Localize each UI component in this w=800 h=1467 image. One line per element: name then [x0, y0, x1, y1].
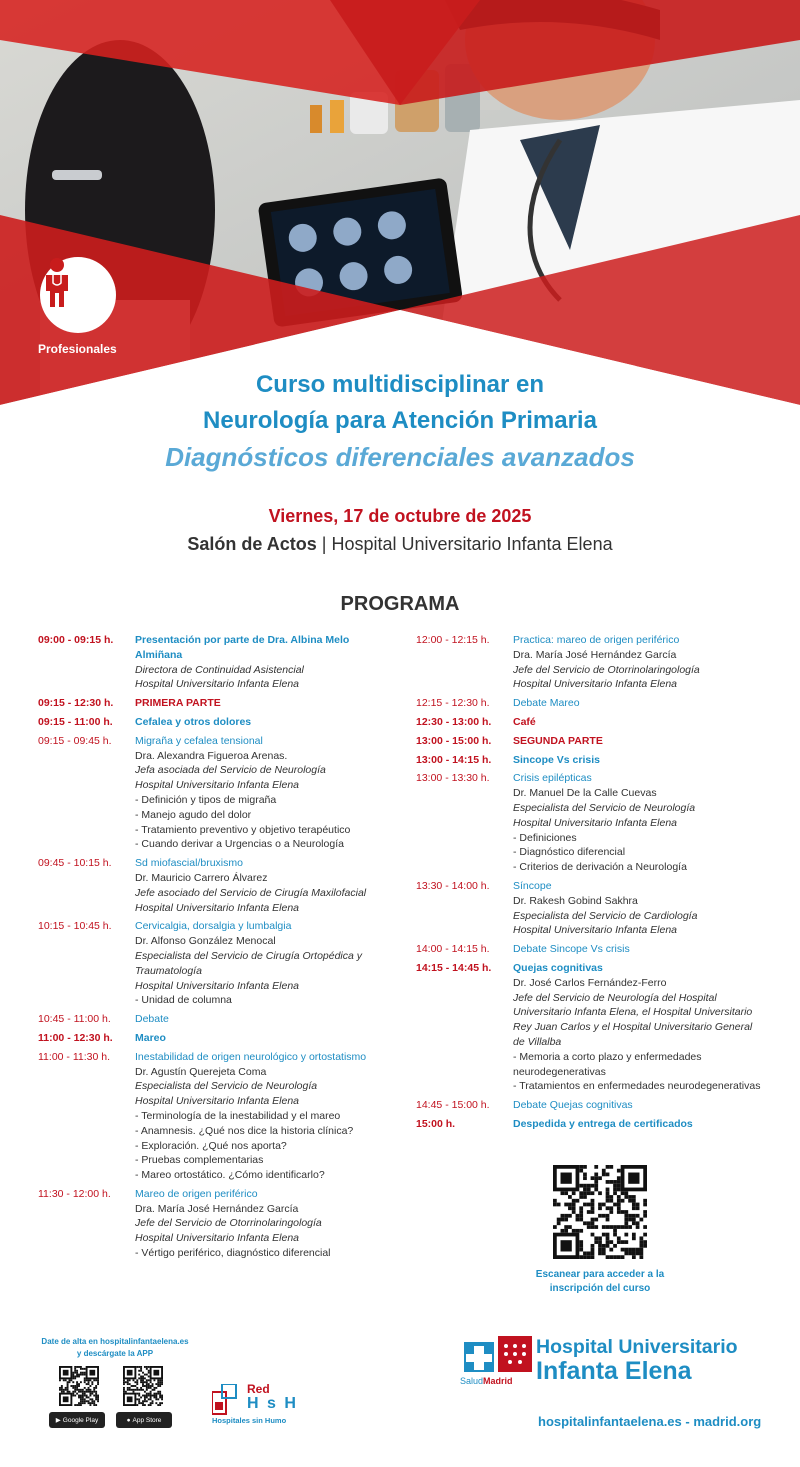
entry-time: 09:15 - 11:00 h. — [38, 715, 113, 728]
program-entry — [416, 715, 766, 730]
entry-time: 11:30 - 12:00 h. — [38, 1187, 111, 1200]
entry-detail: Jefe del Servicio de Otorrinolaringología — [513, 663, 700, 676]
entry-time: 10:15 - 10:45 h. — [38, 920, 112, 933]
entry-time: 11:00 - 12:30 h. — [38, 1031, 113, 1044]
entry-detail: Dra. Alexandra Figueroa Arenas. — [135, 749, 288, 762]
program-entry — [416, 942, 766, 957]
badge-label: Profesionales — [38, 342, 117, 356]
entry-time: 09:15 - 09:45 h. — [38, 734, 112, 747]
entry-detail: Jefe asociado del Servicio de Cirugía Maxilofacial — [135, 886, 367, 899]
entry-time: 13:30 - 14:00 h. — [416, 879, 490, 892]
entry-content — [513, 753, 766, 768]
entry-detail: - Tratamientos en enfermedades neurodegenerativas — [513, 1080, 761, 1093]
hsh-emblem — [212, 1384, 244, 1416]
entry-detail: - Definición y tipos de migraña — [135, 793, 277, 806]
program-entry — [416, 734, 766, 749]
programa-heading: PROGRAMA — [340, 593, 460, 615]
entry-content — [135, 1050, 388, 1183]
entry-content — [513, 715, 766, 730]
program-entry — [38, 1050, 388, 1183]
entry-detail: Directora de Continuidad Asistencial — [135, 663, 304, 676]
entry-detail: Dr. José Carlos Fernández-Ferro — [513, 976, 667, 989]
program-entry — [38, 734, 388, 852]
program-entry — [38, 1012, 388, 1027]
entry-time: 09:00 - 09:15 h. — [38, 634, 114, 646]
entry-topic: Crisis epilépticas — [513, 772, 592, 785]
program-entry — [38, 715, 388, 730]
event-date: Viernes, 17 de octubre de 2025 — [268, 506, 532, 526]
entry-topic: Despedida y entrega de certificados — [513, 1117, 693, 1130]
entry-detail: - Definiciones — [513, 831, 577, 844]
entry-detail: - Tratamiento preventivo y objetivo terapéutico — [135, 823, 351, 836]
entry-topic: Cefalea y otros dolores — [135, 715, 252, 728]
entry-topic: Cervicalgia, dorsalgia y lumbalgia — [135, 920, 292, 933]
app-promo-text — [30, 1336, 200, 1360]
entry-detail: - Cuando derivar a Urgencias o a Neurología — [135, 838, 344, 851]
entry-topic: Mareo de origen periférico — [135, 1187, 258, 1200]
entry-detail: - Anamnesis. ¿Qué nos dice la historia clínica? — [135, 1124, 354, 1137]
program-entry — [416, 771, 766, 875]
entry-content — [135, 1031, 388, 1046]
program-entry — [38, 919, 388, 1008]
entry-detail: Jefa asociada del Servicio de Neurología — [135, 764, 326, 777]
program-entry — [416, 753, 766, 768]
entry-detail: Dr. Manuel De la Calle Cuevas — [513, 787, 657, 800]
entry-detail: - Manejo agudo del dolor — [135, 808, 252, 821]
hsh-label: H s H — [247, 1395, 298, 1412]
website-link[interactable]: hospitalinfantaelena.es - madrid.org — [538, 1414, 762, 1429]
madrid-part: Madrid — [483, 1376, 513, 1386]
professional-badge — [40, 257, 116, 333]
entry-detail: Dra. María José Hernández García — [135, 1202, 299, 1215]
entry-detail: Hospital Universitario Infanta Elena — [135, 678, 300, 691]
entry-detail: Hospital Universitario Infanta Elena — [135, 779, 300, 792]
entry-detail: - Diagnóstico diferencial — [513, 846, 626, 859]
red-label: Red — [247, 1382, 270, 1396]
app-promo-line1: Date de alta en hospitalinfantaelena.es — [41, 1337, 189, 1346]
hero-banner — [0, 0, 800, 405]
app-store-label: App Store — [132, 1416, 162, 1424]
entry-time: 13:00 - 13:30 h. — [416, 772, 490, 785]
entry-detail: - Criterios de derivación a Neurología — [513, 861, 687, 874]
entry-topic: Mareo — [135, 1031, 166, 1044]
program-entry — [38, 696, 388, 711]
entry-time: 13:00 - 15:00 h. — [416, 734, 492, 747]
hospitales-sin-humo: Hospitales sin Humo — [212, 1416, 287, 1425]
program-entry — [416, 879, 766, 938]
entry-content — [135, 734, 388, 852]
hospital-name-line2: Infanta Elena — [536, 1357, 692, 1385]
entry-detail: Hospital Universitario Infanta Elena — [513, 924, 678, 937]
hero-illustration — [0, 0, 800, 405]
program-entry — [38, 1031, 388, 1046]
entry-detail: Dr. Rakesh Gobind Sakhra — [513, 894, 638, 907]
entry-content — [135, 1012, 388, 1027]
venue-hospital: | Hospital Universitario Infanta Elena — [316, 534, 613, 554]
entry-topic: Síncope — [513, 879, 552, 892]
program-column-right — [416, 633, 766, 1136]
entry-detail: - Unidad de columna — [135, 994, 232, 1007]
salud-madrid-label — [460, 1376, 513, 1386]
entry-content — [135, 919, 388, 1008]
entry-topic: Sd miofascial/bruxismo — [135, 857, 243, 870]
entry-detail: Hospital Universitario Infanta Elena — [513, 816, 678, 829]
program-entry — [38, 856, 388, 915]
entry-topic: Inestabilidad de origen neurológico y ortostatismo — [135, 1050, 367, 1063]
apple-icon: ● — [126, 1416, 131, 1424]
entry-detail: - Memoria a corto plazo y enfermedades neurodegenerativas — [513, 1050, 702, 1078]
entry-detail: - Pruebas complementarias — [135, 1154, 264, 1167]
entry-time: 12:30 - 13:00 h. — [416, 715, 492, 728]
entry-detail: - Terminología de la inestabilidad y el mareo — [135, 1109, 341, 1122]
app-store-qr-code[interactable] — [123, 1366, 163, 1406]
program-column-left — [38, 633, 388, 1265]
registration-qr-code[interactable] — [553, 1165, 647, 1259]
entry-detail: Hospital Universitario Infanta Elena — [135, 979, 300, 992]
entry-detail: Dr. Mauricio Carrero Álvarez — [135, 871, 268, 884]
google-play-badge[interactable] — [49, 1412, 105, 1428]
entry-detail: Hospital Universitario Infanta Elena — [135, 1232, 300, 1245]
entry-content — [513, 942, 766, 957]
entry-detail: Especialista del Servicio de Neurología — [513, 801, 696, 814]
entry-detail: Jefe del Servicio de Otorrinolaringología — [135, 1217, 322, 1230]
google-play-qr-code[interactable] — [59, 1366, 99, 1406]
entry-detail: - Mareo ortostático. ¿Cómo identificarlo? — [135, 1169, 325, 1182]
entry-content — [135, 856, 388, 915]
program-entry — [416, 961, 766, 1094]
red-hsh-logo — [212, 1382, 322, 1430]
app-store-badge[interactable] — [116, 1412, 172, 1428]
course-subtitle: Diagnósticos diferenciales avanzados — [165, 442, 635, 472]
entry-time: 14:45 - 15:00 h. — [416, 1099, 490, 1112]
entry-detail: Dr. Agustín Querejeta Coma — [135, 1065, 267, 1078]
entry-time: 12:15 - 12:30 h. — [416, 697, 490, 710]
entry-time: 15:00 h. — [416, 1117, 456, 1130]
program-entry — [416, 1098, 766, 1113]
program-entry — [38, 1187, 388, 1261]
entry-time: 09:45 - 10:15 h. — [38, 857, 112, 870]
entry-time: 09:15 - 12:30 h. — [38, 697, 114, 710]
entry-detail: Hospital Universitario Infanta Elena — [135, 901, 300, 914]
entry-topic: Debate Mareo — [513, 697, 580, 710]
entry-content — [135, 715, 388, 730]
entry-topic: Debate Sincope Vs crisis — [513, 943, 630, 956]
entry-detail: - Exploración. ¿Qué nos aporta? — [135, 1139, 287, 1152]
entry-content — [513, 1117, 766, 1132]
entry-topic: Debate Quejas cognitivas — [513, 1099, 633, 1112]
app-promo-line2: y descárgate la APP — [76, 1349, 154, 1358]
entry-topic: Debate — [135, 1013, 169, 1026]
hospital-name-line1: Hospital Universitario — [536, 1336, 738, 1358]
entry-detail: Especialista del Servicio de Cirugía Ortopédica y Traumatología — [135, 949, 363, 977]
qr-caption: Escanear para acceder a la inscripción del curso — [535, 1269, 665, 1294]
hospital-logo — [460, 1336, 760, 1392]
entry-content — [513, 734, 766, 749]
entry-detail: - Vértigo periférico, diagnóstico diferencial — [135, 1247, 331, 1260]
entry-topic: Presentación por parte de Dra. Albina Melo Almiñana — [135, 634, 350, 661]
entry-topic: Practica: mareo de origen periférico — [513, 634, 680, 646]
entry-content — [135, 1187, 388, 1261]
course-title-line2: Neurología para Atención Primaria — [203, 407, 597, 434]
entry-time: 11:00 - 11:30 h. — [38, 1050, 110, 1063]
entry-time: 10:45 - 11:00 h. — [38, 1013, 111, 1026]
entry-time: 12:00 - 12:15 h. — [416, 634, 490, 646]
doctor-icon — [40, 257, 74, 309]
program-entry — [416, 633, 766, 692]
entry-content — [513, 696, 766, 711]
program-entry — [38, 633, 388, 692]
entry-content — [513, 771, 766, 875]
program-entry — [416, 1117, 766, 1132]
entry-detail: Especialista del Servicio de Neurología — [135, 1080, 318, 1093]
event-venue — [0, 534, 800, 555]
entry-content — [513, 879, 766, 938]
entry-content — [135, 633, 388, 692]
entry-content — [513, 961, 766, 1094]
entry-content — [135, 696, 388, 711]
entry-time: 14:00 - 14:15 h. — [416, 943, 490, 956]
venue-name: Salón de Actos — [187, 534, 317, 554]
entry-detail: Especialista del Servicio de Cardiología — [513, 909, 698, 922]
entry-time: 14:15 - 14:45 h. — [416, 961, 492, 974]
salud-madrid-emblem — [460, 1336, 532, 1374]
entry-topic: Café — [513, 715, 536, 728]
entry-topic: Quejas cognitivas — [513, 961, 603, 974]
entry-detail: Hospital Universitario Infanta Elena — [513, 678, 678, 691]
salud-part: Salud — [460, 1376, 484, 1386]
entry-detail: Dra. María José Hernández García — [513, 648, 677, 661]
google-play-label: Google Play — [62, 1416, 99, 1424]
entry-content — [513, 1098, 766, 1113]
entry-topic: Migraña y cefalea tensional — [135, 734, 263, 747]
entry-content — [513, 633, 766, 692]
entry-topic: PRIMERA PARTE — [135, 697, 221, 710]
entry-detail: Jefe del Servicio de Neurología del Hospital Universitario Infanta Elena, el Hospital Universitario Rey Juan Carlos y el Hospital Universitario General de Villalba — [513, 991, 753, 1048]
entry-time: 13:00 - 14:15 h. — [416, 753, 492, 766]
course-title-line1: Curso multidisciplinar en — [255, 371, 545, 398]
entry-detail: Dr. Alfonso González Menocal — [135, 935, 276, 948]
program-entry — [416, 696, 766, 711]
entry-topic: SEGUNDA PARTE — [513, 734, 603, 747]
entry-topic: Sincope Vs crisis — [513, 753, 600, 766]
google-play-icon: ▶ — [55, 1417, 61, 1424]
entry-detail: Hospital Universitario Infanta Elena — [135, 1095, 300, 1108]
